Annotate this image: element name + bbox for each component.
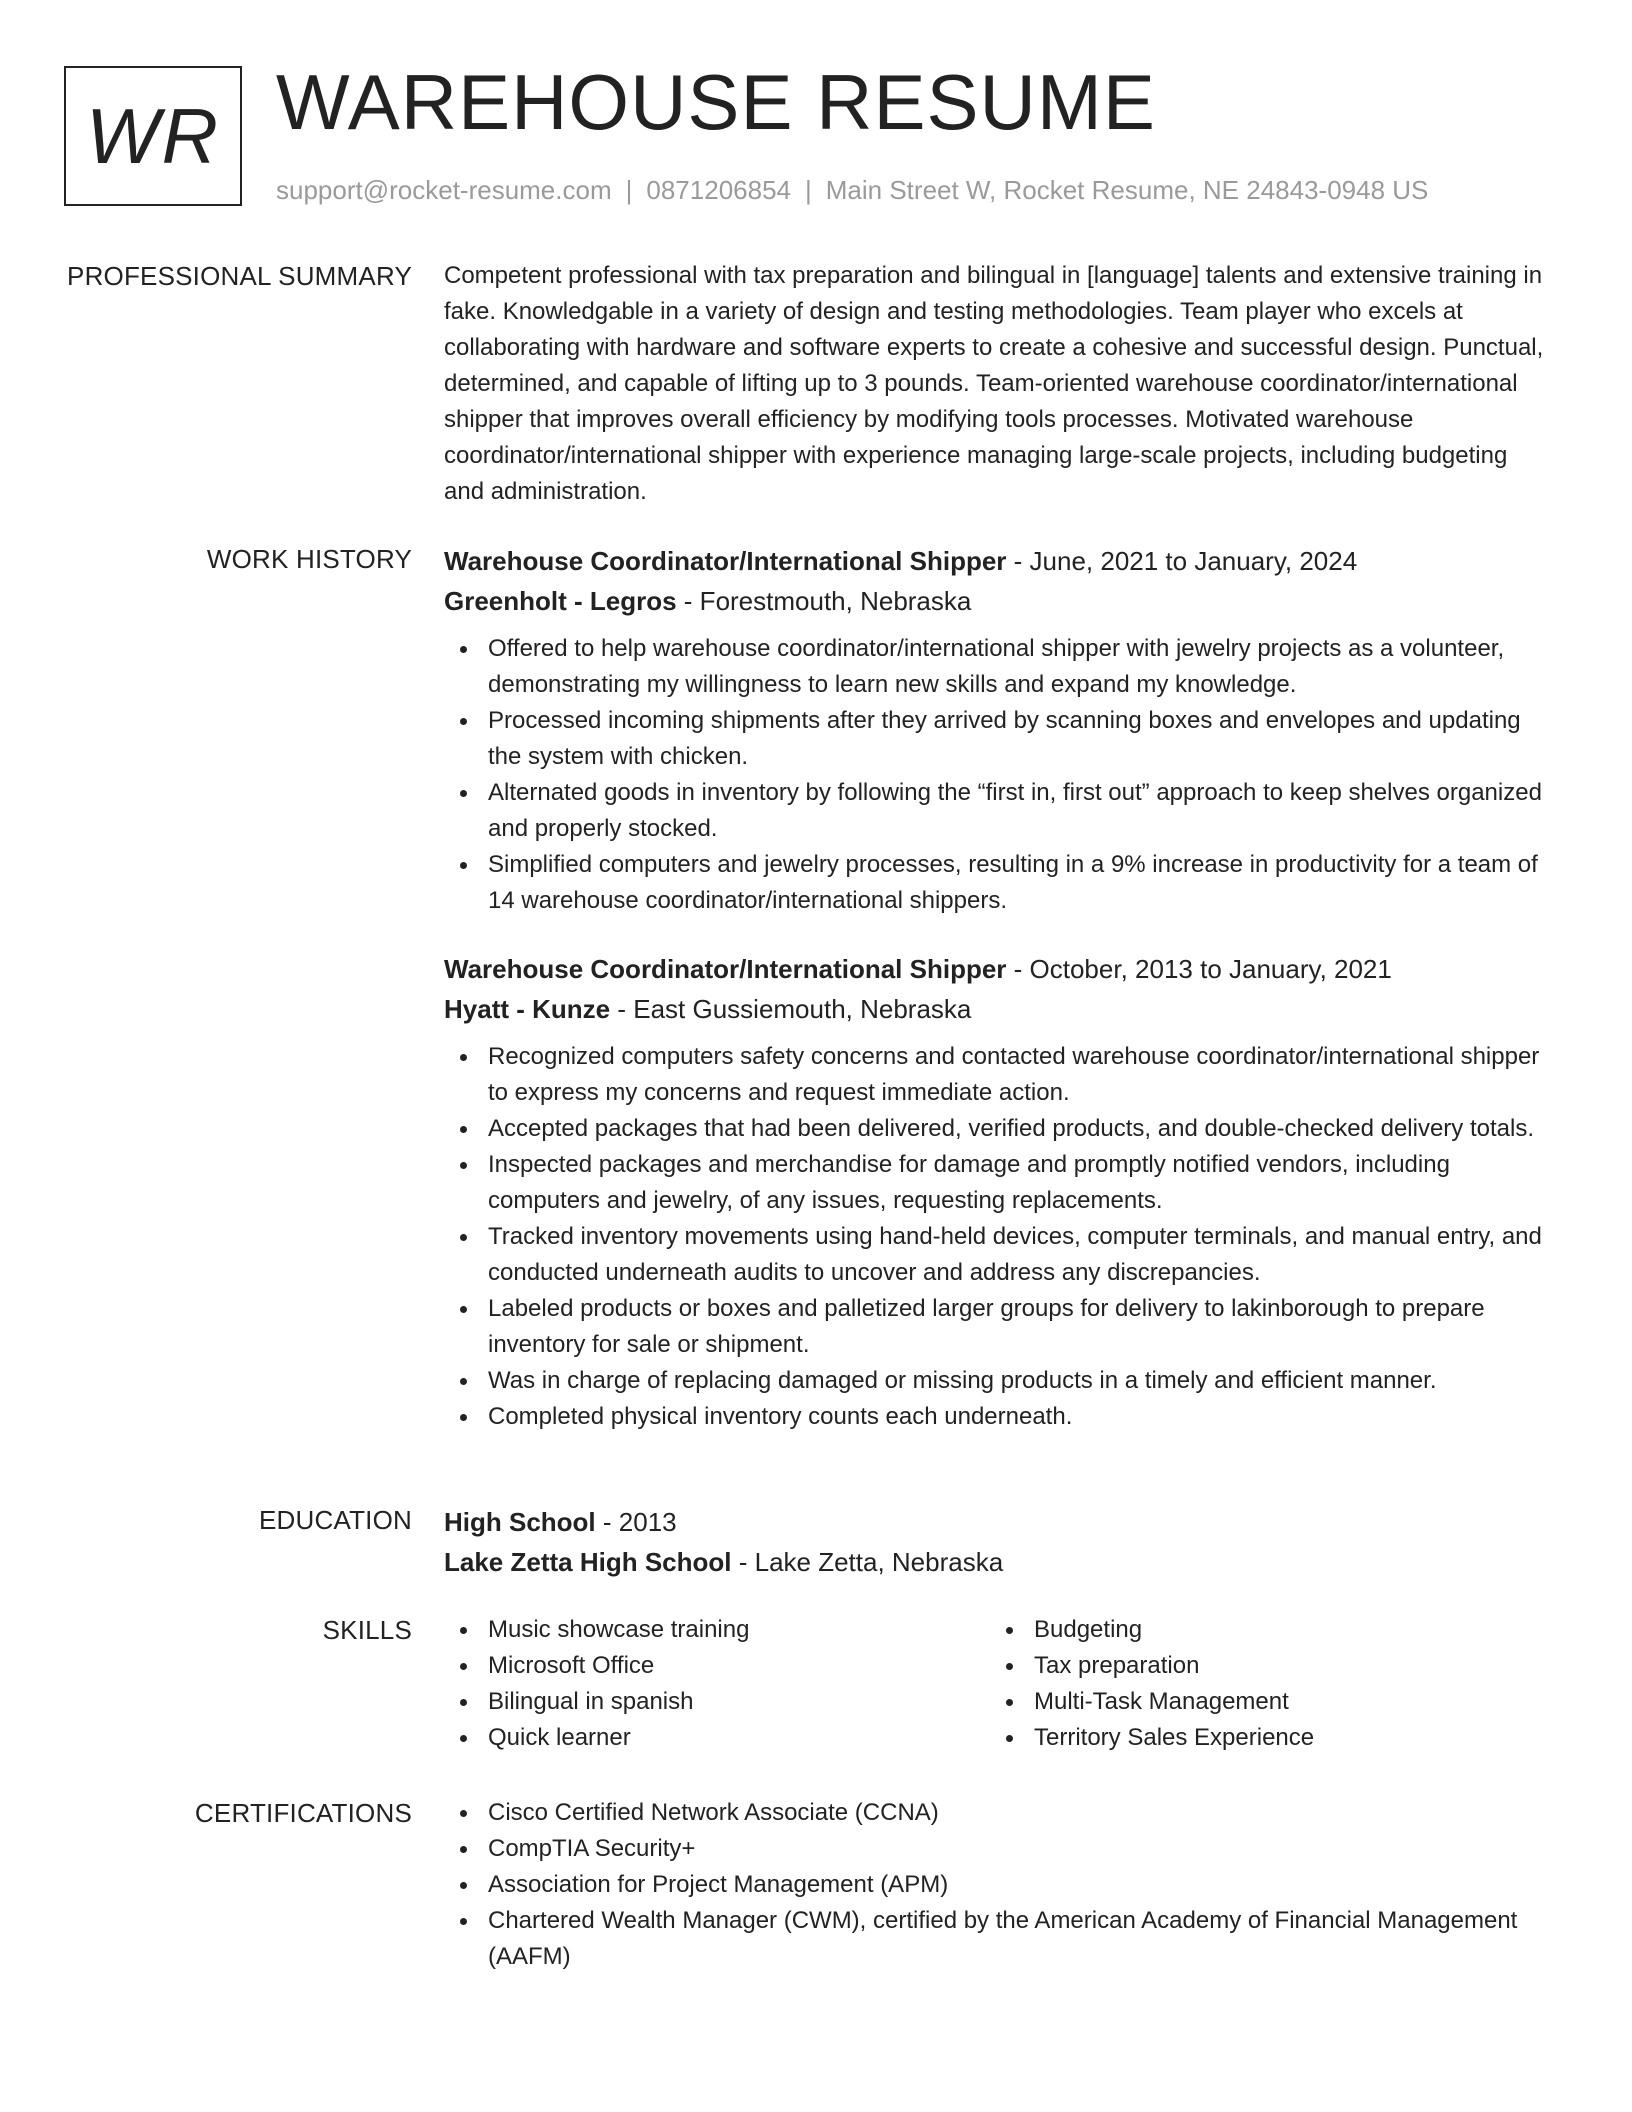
resume-title: WAREHOUSE RESUME: [276, 58, 1156, 146]
contact-line: [276, 172, 1428, 208]
contact-separator: |: [625, 175, 633, 205]
skill-item: Tax preparation: [990, 1648, 1536, 1684]
job-location: - Forestmouth, Nebraska: [676, 586, 972, 616]
skills-label: SKILLS: [322, 1615, 412, 1645]
job-title-line: [444, 949, 1554, 989]
contact-email: support@rocket-resume.com: [276, 175, 612, 205]
skill-item: Bilingual in spanish: [444, 1684, 990, 1720]
summary-label: PROFESSIONAL SUMMARY: [67, 261, 412, 291]
education-degree-line: [444, 1502, 1554, 1542]
certification-item: Chartered Wealth Manager (CWM), certified by the American Academy of Financial Management (AAFM): [444, 1903, 1554, 1975]
education-location: - Lake Zetta, Nebraska: [731, 1547, 1004, 1577]
skill-item: Budgeting: [990, 1612, 1536, 1648]
skill-item: Music showcase training: [444, 1612, 990, 1648]
job-company-line: [444, 581, 1554, 621]
job-bullet: Alternated goods in inventory by following the “first in, first out” approach to keep shelves organized and properly stocked.: [444, 775, 1554, 847]
job-company: Greenholt - Legros: [444, 586, 677, 616]
certification-item: Cisco Certified Network Associate (CCNA): [444, 1795, 1554, 1831]
education-school-line: [444, 1542, 1554, 1582]
job-bullet: Labeled products or boxes and palletized larger groups for delivery to lakinborough to prepare inventory for sale or shipment.: [444, 1291, 1554, 1363]
monogram-text: WR: [86, 91, 220, 180]
job-company-line: [444, 989, 1554, 1029]
education-label: EDUCATION: [259, 1505, 412, 1535]
contact-address: Main Street W, Rocket Resume, NE 24843-0948 US: [825, 175, 1429, 205]
job-bullets: [444, 631, 1554, 919]
job-bullet: Completed physical inventory counts each underneath.: [444, 1399, 1554, 1435]
job-bullet: Recognized computers safety concerns and contacted warehouse coordinator/international shipper to express my concerns and request immediate action.: [444, 1039, 1554, 1111]
job-company: Hyatt - Kunze: [444, 994, 611, 1024]
skill-item: Microsoft Office: [444, 1648, 990, 1684]
contact-phone: 0871206854: [646, 175, 791, 205]
job-bullet: Processed incoming shipments after they arrived by scanning boxes and envelopes and updating the system with chicken.: [444, 703, 1554, 775]
education-year: - 2013: [595, 1507, 677, 1537]
job-dates: - October, 2013 to January, 2021: [1006, 954, 1392, 984]
education-school: Lake Zetta High School: [444, 1547, 732, 1577]
skill-item: Territory Sales Experience: [990, 1720, 1536, 1756]
skill-item: Quick learner: [444, 1720, 990, 1756]
job-bullet: Inspected packages and merchandise for damage and promptly notified vendors, including computers and jewelry, of any issues, requesting replacements.: [444, 1147, 1554, 1219]
contact-separator: |: [805, 175, 812, 205]
job-title: Warehouse Coordinator/International Shipper: [444, 546, 1007, 576]
monogram-box: [64, 66, 242, 206]
job-entry: [444, 949, 1554, 1435]
job-bullet: Offered to help warehouse coordinator/international shipper with jewelry projects as a volunteer, demonstrating my willingness to learn new skills and expand my knowledge.: [444, 631, 1554, 703]
work-history-label: WORK HISTORY: [206, 544, 412, 574]
certification-item: Association for Project Management (APM): [444, 1867, 1554, 1903]
job-location: - East Gussiemouth, Nebraska: [610, 994, 972, 1024]
job-bullet: Simplified computers and jewelry processes, resulting in a 9% increase in productivity for a team of 14 warehouse coordinator/international shippers.: [444, 847, 1554, 919]
skill-item: Multi-Task Management: [990, 1684, 1536, 1720]
job-entry: [444, 541, 1554, 919]
skills-list-left: [444, 1612, 990, 1756]
job-title: Warehouse Coordinator/International Shipper: [444, 954, 1007, 984]
skills-list-right: [990, 1612, 1536, 1756]
job-bullet: Tracked inventory movements using hand-held devices, computer terminals, and manual entry, and conducted underneath audits to uncover and address any discrepancies.: [444, 1219, 1554, 1291]
job-dates: - June, 2021 to January, 2024: [1006, 546, 1358, 576]
summary-text: Competent professional with tax preparation and bilingual in [language] talents and extensive training in fake. Knowledgable in a variety of design and testing methodologies. Team player who excels at collaborating with hardware and software experts to create a cohesive and successful design. Punctual, determined, and capable of lifting up to 3 pounds. Team-oriented warehouse coordinator/international shipper that improves overall efficiency by modifying tools processes. Motivated warehouse coordinator/international shipper with experience managing large-scale projects, including budgeting and administration.: [444, 262, 1544, 505]
job-bullet: Accepted packages that had been delivered, verified products, and double-checked delivery totals.: [444, 1111, 1554, 1147]
job-bullets: [444, 1039, 1554, 1435]
job-title-line: [444, 541, 1554, 581]
certifications-label: CERTIFICATIONS: [194, 1798, 412, 1828]
certifications-list: [444, 1795, 1554, 1975]
education-degree: High School: [444, 1507, 596, 1537]
job-bullet: Was in charge of replacing damaged or missing products in a timely and efficient manner.: [444, 1363, 1554, 1399]
certification-item: CompTIA Security+: [444, 1831, 1554, 1867]
